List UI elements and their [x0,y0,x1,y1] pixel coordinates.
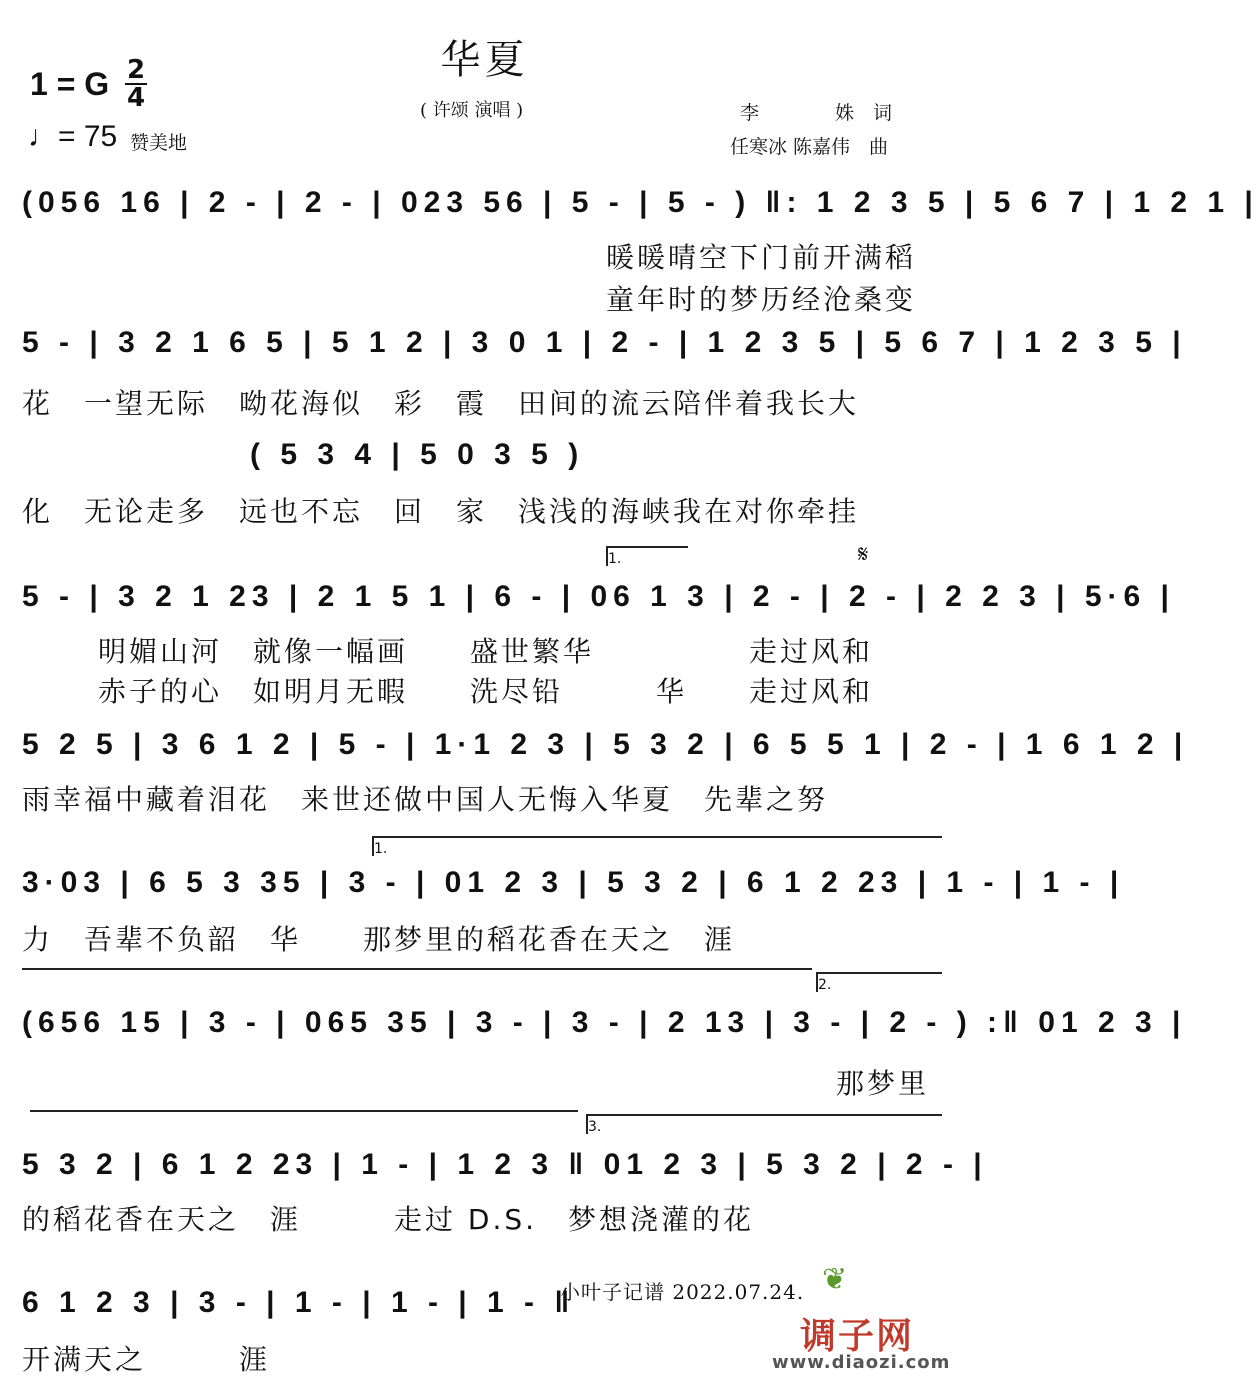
style-marking: 赞美地 [130,132,188,154]
score-line-4-lyric-2: 赤子的心 如明月无暇 洗尽铅 华 走过风和 [98,675,874,708]
score-line-7-notes: (656 15 | 3 - | 065 35 | 3 - | 3 - | 2 13 | 3 - | 2 - ) :‖ 01 2 3 | [22,1006,1187,1039]
site-logo: 调子网 [800,1316,915,1357]
score-line-5-lyric: 雨幸福中藏着泪花 来世还做中国人无悔入华夏 先辈之努 [22,783,829,816]
volta-line [22,968,812,970]
volta-label: 2. [818,977,832,993]
meter-top: 2 [126,55,146,85]
time-signature [125,55,147,113]
score-line-4-lyric-1: 明媚山河 就像一幅画 盛世繁华 走过风和 [98,635,874,668]
score-line-9-notes: 6 1 2 3 | 3 - | 1 - | 1 - | 1 - ‖ [22,1286,576,1319]
volta-bracket-1 [606,546,688,566]
score-line-3-notes: ( 5 3 4 | 5 0 3 5 ) [250,438,585,471]
volta-bracket-2 [372,836,942,856]
site-url[interactable]: www.diaozi.com [772,1352,951,1373]
score-line-1-lyric-2: 童年时的梦历经沧桑变 [606,283,917,316]
score-line-2-lyric: 花 一望无际 呦花海似 彩 霞 田间的流云陪伴着我长大 [22,387,860,420]
score-line-2-notes: 5 - | 3 2 1 6 5 | 5 1 2 | 3 0 1 | 2 - | 1 2 3 5 | 5 6 7 | 1 2 3 5 | [22,326,1187,359]
score-line-6-lyric: 力 吾辈不负韶 华 那梦里的稻花香在天之 涯 [22,923,736,956]
volta-bracket-4 [586,1114,942,1134]
score-line-9-lyric: 开满天之 涯 [22,1343,271,1376]
score-line-5-notes: 5 2 5 | 3 6 1 2 | 5 - | 1·1 2 3 | 5 3 2 | 6 5 5 1 | 2 - | 1 6 1 2 | [22,728,1189,761]
score-line-8-notes: 5 3 2 | 6 1 2 23 | 1 - | 1 2 3 ‖ 01 2 3 | 5 3 2 | 2 - | [22,1148,988,1181]
scribe-credit: 小叶子记谱 2022.07.24. [560,1280,805,1304]
volta-label: 1. [608,551,622,567]
song-title: 华夏 [440,37,529,83]
leaf-icon: ❦ [822,1262,848,1297]
tempo-marking: ♩= 75 [28,120,118,153]
performer-subtitle: ( 许颂 演唱 ) [420,100,524,121]
segno-sign: 𝄋 [858,540,869,568]
score-line-1-notes: (056 16 | 2 - | 2 - | 023 56 | 5 - | 5 - ) ‖: 1 2 3 5 | 5 6 7 | 1 2 1 | [22,186,1259,219]
score-line-4-notes: 5 - | 3 2 1 23 | 2 1 5 1 | 6 - | 06 1 3 | 2 - | 2 - | 2 2 3 | 5·6 | [22,580,1175,613]
meter-bottom: 4 [126,83,146,113]
key-signature: 1 = G [30,66,110,102]
volta-label: 3. [588,1119,602,1135]
score-line-1-lyric-1: 暖暖晴空下门前开满稻 [606,241,917,274]
lyricist-credit: 李 姝 词 [740,102,893,124]
score-line-6-notes: 3·03 | 6 5 3 35 | 3 - | 01 2 3 | 5 3 2 | 6 1 2 23 | 1 - | 1 - | [22,866,1125,899]
score-line-8-lyric: 的稻花香在天之 涯 走过 D.S. 梦想浇灌的花 [22,1203,755,1236]
score-line-7-lyric: 那梦里 [836,1067,930,1100]
volta-line [30,1110,578,1112]
volta-label: 1. [374,841,388,857]
volta-bracket-3 [816,972,942,992]
score-line-3-lyric: 化 无论走多 远也不忘 回 家 浅浅的海峡我在对你牵挂 [22,495,860,528]
composer-credit: 任寒冰 陈嘉伟 曲 [730,136,889,158]
